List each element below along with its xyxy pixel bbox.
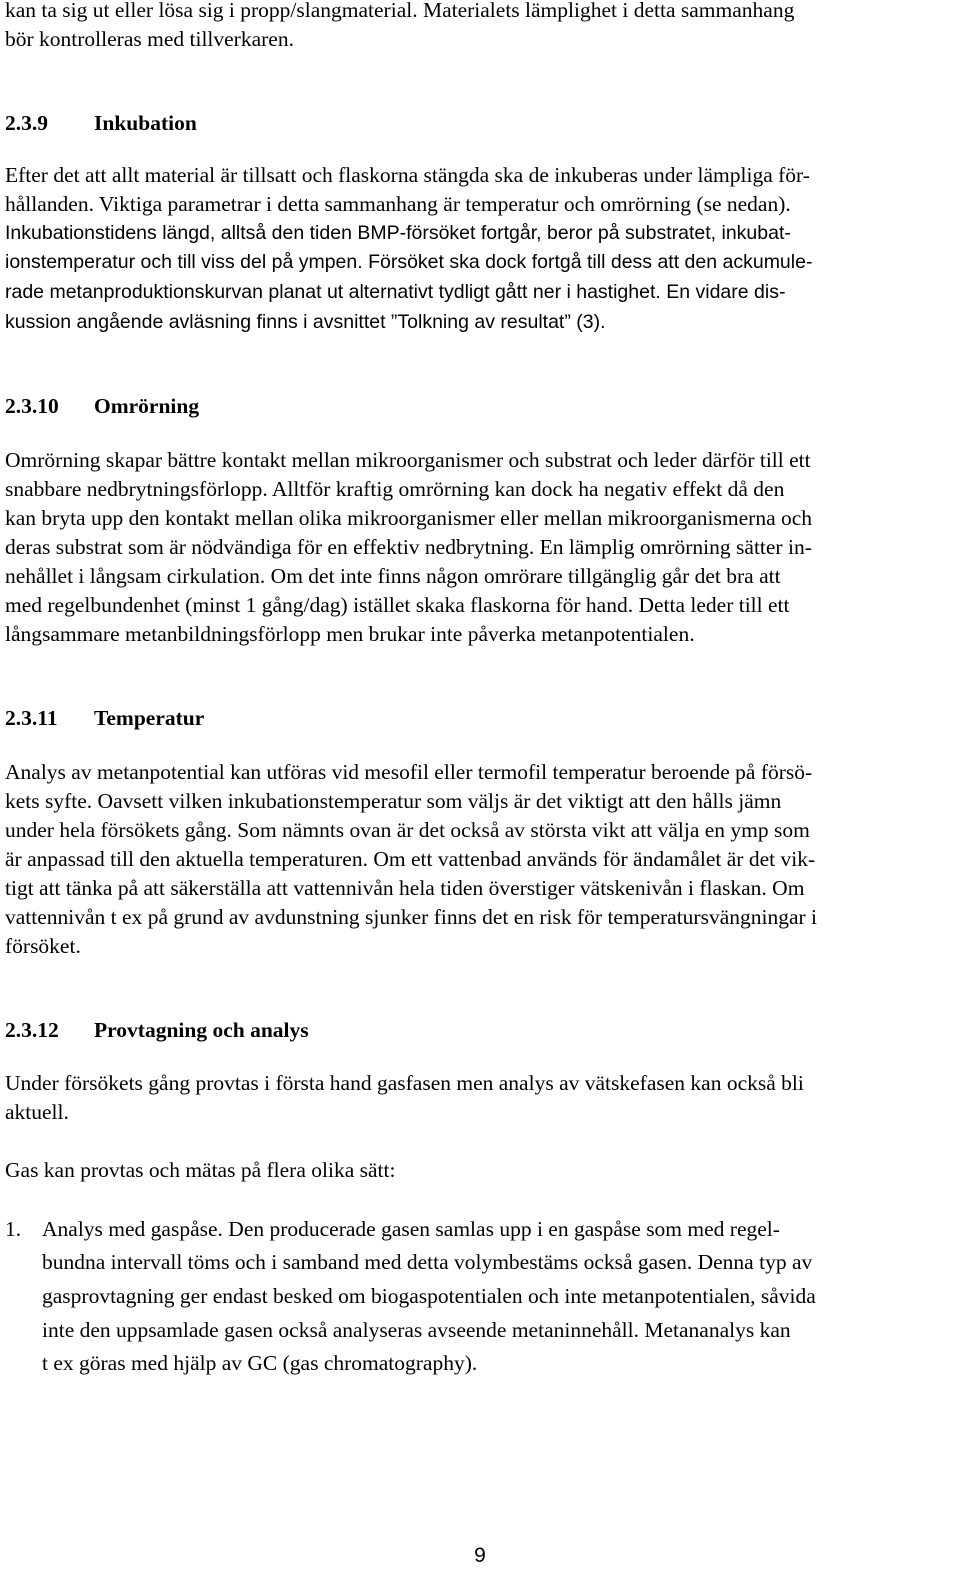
paragraph-line: kan bryta upp den kontakt mellan olika mikroorganismer eller mellan mikroorganismerna och <box>5 506 813 530</box>
section-number: 2.3.9 <box>5 111 48 135</box>
paragraph-line: Gas kan provtas och mätas på flera olika sätt: <box>5 1158 396 1182</box>
paragraph-line: snabbare nedbrytningsförlopp. Alltför kraftig omrörning kan dock ha negativ effekt då den <box>5 477 785 501</box>
section-heading-inkubation <box>5 113 197 135</box>
paragraph-line: ionstemperatur och till viss del på ympen. Försöket ska dock fortgå till dess att den ackumule- <box>5 251 813 273</box>
paragraph-line: hållanden. Viktiga parametrar i detta sammanhang är temperatur och omrörning (se nedan). <box>5 192 791 216</box>
paragraph-line: kets syfte. Oavsett vilken inkubationstemperatur som väljs är det viktigt att den hålls jämn <box>5 789 782 813</box>
section-title: Omrörning <box>94 394 200 418</box>
section-heading-temperatur <box>5 708 204 730</box>
list-item-marker: 1. <box>5 1217 22 1241</box>
paragraph-line: tigt att tänka på att säkerställa att vattennivån hela tiden överstiger vätskenivån i flaskan. Om <box>5 876 805 900</box>
section-heading-provtagning <box>5 1020 309 1042</box>
list-item-line: bundna intervall töms och i samband med detta volymbestäms också gasen. Denna typ av <box>42 1250 813 1274</box>
list-item-line: inte den uppsamlade gasen också analyseras avseende metaninnehåll. Metananalys kan <box>42 1318 791 1342</box>
section-number: 2.3.12 <box>5 1018 59 1042</box>
section-heading-omrorning <box>5 396 199 418</box>
section-title: Provtagning och analys <box>94 1018 309 1042</box>
section-number: 2.3.11 <box>5 706 58 730</box>
section-title: Inkubation <box>94 111 197 135</box>
paragraph-line: Inkubationstidens längd, alltså den tiden BMP-försöket fortgår, beror på substratet, inkubat- <box>5 222 791 244</box>
paragraph-line: långsammare metanbildningsförlopp men brukar inte påverka metanpotentialen. <box>5 622 695 646</box>
paragraph-line: deras substrat som är nödvändiga för en effektiv nedbrytning. En lämplig omrörning sätter in- <box>5 535 812 559</box>
list-item-line: Analys med gaspåse. Den producerade gasen samlas upp i en gaspåse som med regel- <box>42 1217 780 1241</box>
paragraph-line: under hela försökets gång. Som nämnts ovan är det också av största vikt att välja en ymp som <box>5 818 810 842</box>
paragraph-line: Analys av metanpotential kan utföras vid mesofil eller termofil temperatur beroende på försö- <box>5 760 813 784</box>
section-number: 2.3.10 <box>5 394 59 418</box>
paragraph-line: kussion angående avläsning finns i avsnittet ”Tolkning av resultat” (3). <box>5 311 606 333</box>
list-item-line: gasprovtagning ger endast besked om biogaspotentialen och inte metanpotentialen, såvida <box>42 1284 816 1308</box>
paragraph-line: aktuell. <box>5 1100 69 1124</box>
paragraph-line: rade metanproduktionskurvan planat ut alternativt tydligt gått ner i hastighet. En vidare dis- <box>5 281 786 303</box>
section-title: Temperatur <box>94 706 205 730</box>
paragraph-line: med regelbundenhet (minst 1 gång/dag) istället skaka flaskorna för hand. Detta leder till ett <box>5 593 790 617</box>
paragraph-line: vattennivån t ex på grund av avdunstning sjunker finns det en risk för temperatursvängningar i <box>5 905 818 929</box>
paragraph-line: försöket. <box>5 934 81 958</box>
paragraph-line: är anpassad till den aktuella temperaturen. Om ett vattenbad används för ändamålet är det vik- <box>5 847 816 871</box>
intro-line: bör kontrolleras med tillverkaren. <box>5 27 294 51</box>
paragraph-line: nehållet i långsam cirkulation. Om det inte finns någon omrörare tillgänglig går det bra att <box>5 564 781 588</box>
intro-line: kan ta sig ut eller lösa sig i propp/slangmaterial. Materialets lämplighet i detta sammanhang <box>5 0 795 22</box>
paragraph-line: Omrörning skapar bättre kontakt mellan mikroorganismer och substrat och leder därför till ett <box>5 448 811 472</box>
page-number: 9 <box>474 1544 486 1567</box>
list-item-line: t ex göras med hjälp av GC (gas chromatography). <box>42 1351 478 1375</box>
paragraph-line: Efter det att allt material är tillsatt och flaskorna stängda ska de inkuberas under lämpliga för- <box>5 163 810 187</box>
paragraph-line: Under försökets gång provtas i första hand gasfasen men analys av vätskefasen kan också bli <box>5 1071 804 1095</box>
